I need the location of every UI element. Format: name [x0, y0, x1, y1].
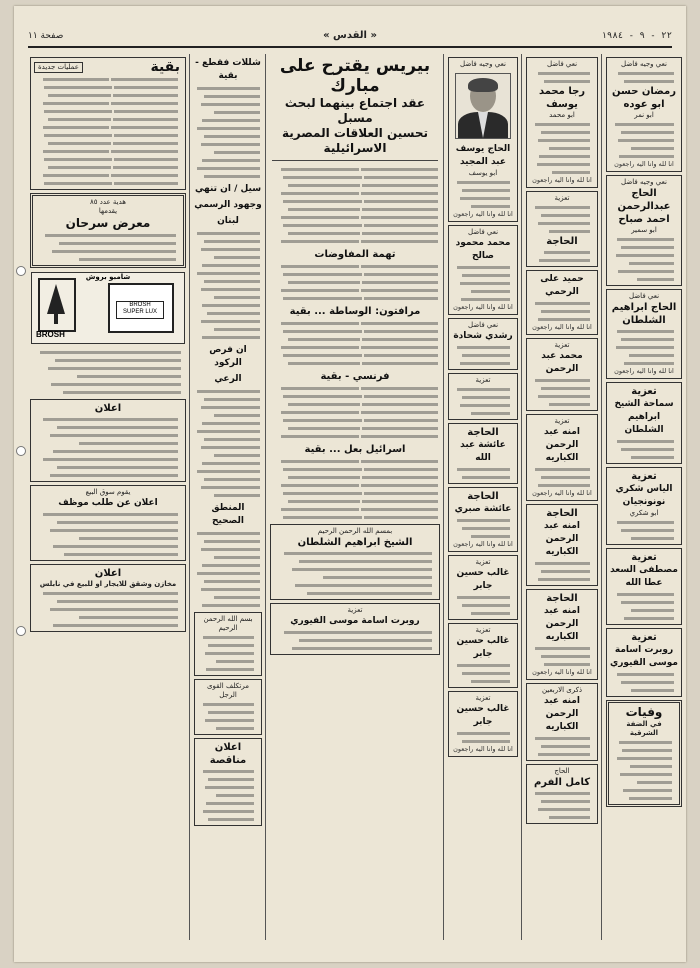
main-story — [268, 54, 442, 942]
obituary-box: نعي وجيه فاضل الحاج عبدالرحمن احمد صباح ابو سمير — [606, 175, 682, 286]
middle-column — [192, 54, 264, 942]
section-heading: ان فرص الركود — [209, 345, 247, 368]
detergent-box-icon: BROSH SUPER LUX — [108, 283, 174, 333]
section-heading: مرافتون: الوساطة ... بقية — [289, 306, 421, 317]
condolence-box: تعزية الياس شكري نونونجيان ابو شكري — [606, 467, 682, 545]
page-header — [28, 28, 672, 48]
condolence-box: الحاج كامل الفرم — [526, 764, 598, 824]
rental-ad-box: اعلان مخازن وشقق للايجار او للبيع في نابلس — [30, 564, 186, 632]
portrait-photo — [455, 73, 511, 139]
religious-notice: بمسم الله الرحمن الرحيم الشيخ ابراهيم الشلطان — [270, 524, 440, 600]
condolence-box: تعزية امنه عبد الرحمن الكباريه انا لله وانا اليه راجعون — [526, 414, 598, 501]
section-heading: تهمة المفاوضات — [314, 249, 396, 260]
section-heading: شللات فقطع - بقية — [195, 58, 261, 81]
obituary-column-b — [524, 54, 600, 942]
condolence-box: تعزية مصطفى السعد عطا الله — [606, 548, 682, 625]
obituary-box: نعي فاضل رشدي شحادة — [448, 318, 518, 370]
punch-hole — [16, 446, 26, 456]
tender-notice: اعلان مناقصة — [194, 738, 262, 826]
obituary-column-right — [604, 54, 684, 942]
job-ad-box: يقوم سوق البيع اعلان عن طلب موظف — [30, 485, 186, 561]
section-heading: وجهود الرسمي — [194, 200, 262, 210]
section-heading: اسرائيل بعل ... بقية — [304, 444, 406, 455]
issue-date: ٢٢ - ٩ - ١٩٨٤ — [601, 31, 672, 41]
obituary-box: نعي وجيه فاضل رمضان حسن ابو عوده ابو نمر انا لله وانا اليه راجعون — [606, 57, 682, 172]
condolence-box: تعزية غالب حسين جابر — [448, 623, 518, 688]
punch-hole — [16, 626, 26, 636]
obituary-box: نعي وجيه فاضل الحاج يوسف عبد المجيد ابو يوسف انا لله وانا اليه راجعون — [448, 57, 518, 222]
condolence-box: تعزية الحاجة — [526, 191, 598, 267]
deaths-box: وفيات في الضفة الشرقية — [606, 700, 682, 807]
page-number: صفحة ١١ — [28, 31, 64, 41]
condolence-box: الحاجة عائشة صبري انا لله وانا اليه راجعون — [448, 487, 518, 552]
condolence-box: تعزية غالب حسين جابر — [448, 555, 518, 620]
brosh-tree-logo-icon — [38, 278, 76, 332]
obituary-column-a — [446, 54, 520, 942]
section-heading: سيل / ان تنهي — [194, 184, 262, 194]
obituary-box: نعي فاضل الحاج ابراهيم الشلطان انا لله وانا اليه راجعون — [606, 289, 682, 379]
condolence-box: ذكرى الاربعين امنه عبد الرحمن الكباريه — [526, 683, 598, 761]
condolence-box: تعزية روبرت اسامة موسى الفيوري — [270, 603, 440, 655]
section-heading: لبنان — [217, 216, 239, 226]
punch-hole — [16, 266, 26, 276]
brosh-ad: شامبو بروش BROSH BROSH SUPER LUX — [31, 272, 185, 344]
condolence-box: تعزية روبرت اسامة موسى الفيوري — [606, 628, 682, 697]
notice-box: بسم الله الرحمن الرحيم — [194, 612, 262, 676]
condolence-box: حميد على الرحمي انا لله وانا اليه راجعون — [526, 270, 598, 335]
condolence-box: تعزية غالب حسين جابر انا لله وانا اليه راجعون — [448, 691, 518, 757]
gift-ad: هدية عدد ٨٥ يقدمها معرض سرحان — [30, 193, 186, 268]
obituary-box: نعي فاضل رجا محمد يوسف ابو محمد انا لله وانا اليه راجعون — [526, 57, 598, 188]
left-column — [28, 54, 188, 942]
newspaper-page — [14, 6, 686, 962]
condolence-box: الحاجة عائشة عبد الله — [448, 423, 518, 484]
continued-section: بقية عمليات جديدة — [30, 57, 186, 190]
section-heading: الرعي — [214, 374, 242, 384]
main-headline: بيريس يقترح على مبارك — [279, 56, 431, 96]
section-heading: المنطق الصحيح — [211, 503, 245, 526]
section-heading: فرنسي - بقية — [320, 371, 390, 382]
condolence-box: تعزية محمد عبد الرحمن — [526, 338, 598, 411]
main-subheadline: عقد اجتماع بينهما لبحث مسبل — [284, 96, 426, 125]
condolence-box: تعزية سماحة الشيخ ابراهيم الشلطان — [606, 382, 682, 464]
masthead: « القدس » — [323, 30, 377, 41]
obituary-box: نعي فاضل محمد محمود صالح انا لله وانا اليه راجعون — [448, 225, 518, 315]
condolence-box: الحاجة امنه عبد الرحمن الكباريه — [526, 504, 598, 586]
main-subheadline-2: تحسين العلاقات المصرية الاسرائيلية — [281, 126, 429, 155]
condolence-box: الحاجة امنه عبد الرحمن الكباريه انا لله وانا اليه راجعون — [526, 589, 598, 680]
article-body — [268, 165, 442, 245]
notice-box: مرتكلف القوى الرجل — [194, 679, 262, 735]
announcement-box: اعلان — [30, 399, 186, 482]
condolence-box: تعزية — [448, 373, 518, 420]
